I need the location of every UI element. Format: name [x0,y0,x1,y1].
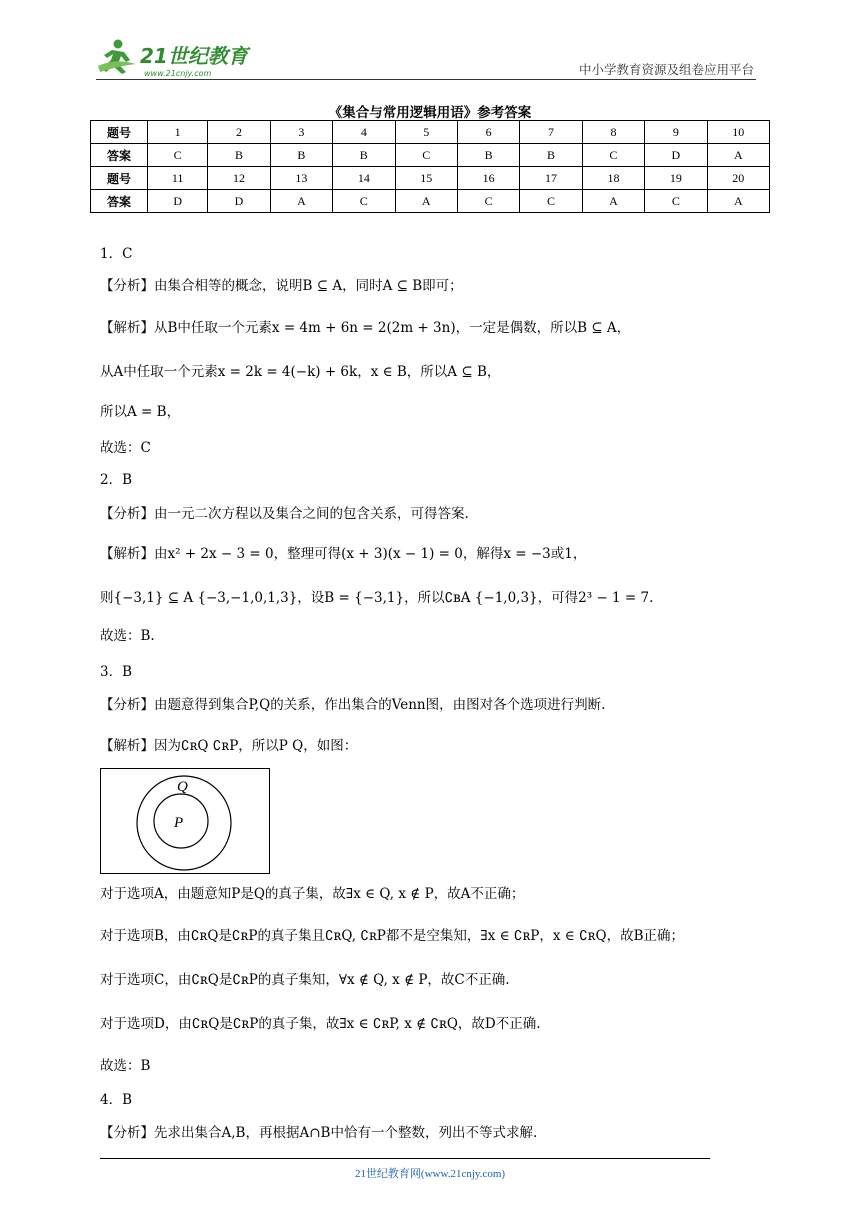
table-cell: 19 [645,167,707,190]
table-cell: 15 [395,167,457,190]
q1-solution-2: 从A中任取一个元素x = 2k = 4(−k) + 6k，x ∈ B，所以A ⊆ B， [100,364,501,380]
q2-solution-2: 则{−3,1} ⊆ A {−3,−1,0,1,3}，设B = {−3,1}，所以∁ʙA {−1,0,3}，可得2³ − 1 = 7. [100,590,654,606]
table-row [91,121,770,144]
table-cell: 16 [457,167,519,190]
tag: 【解析】 [100,738,154,754]
table-row [91,167,770,190]
table-cell: 2 [208,121,270,144]
tag: 【分析】 [100,1125,154,1141]
table-cell: D [645,144,707,167]
table-cell: B [333,144,395,167]
venn-diagram [100,768,270,874]
table-cell: 10 [707,121,769,144]
q3-choose: 故选：B [100,1058,151,1074]
table-cell: 8 [582,121,644,144]
q3-analysis [100,695,605,715]
q4-analysis-text: 先求出集合A,B，再根据A∩B中恰有一个整数，列出不等式求解. [154,1125,538,1141]
table-cell: 9 [645,121,707,144]
venn-outer-label: Q [177,779,188,795]
table-cell: 3 [270,121,332,144]
platform-name: 中小学教育资源及组卷应用平台 [578,62,754,77]
q2-solution-text: 由x² + 2x − 3 = 0，整理可得(x + 3)(x − 1) = 0，解得x = −3或1， [154,546,587,562]
row-header: 答案 [91,144,148,167]
table-cell: 13 [270,167,332,190]
q1-solution-3: 所以A = B， [100,404,181,420]
q3-head: 3．B [100,664,133,680]
q3-option-d: 对于选项D，由∁ʀQ是∁ʀP的真子集，故∃x ∈ ∁ʀP, x ∉ ∁ʀQ，故D不正确. [100,1016,541,1032]
q1-head: 1．C [100,246,133,262]
table-cell: A [582,190,644,213]
logo-text: 21世纪教育 [140,44,248,68]
q2-head: 2．B [100,472,133,488]
q2-choose: 故选：B. [100,628,155,644]
q3-option-b: 对于选项B，由∁ʀQ是∁ʀP的真子集且∁ʀQ, ∁ʀP都不是空集知，∃x ∈ ∁ʀP，x ∈ ∁ʀQ，故B正确； [100,928,685,944]
table-cell: A [707,144,769,167]
table-cell: C [645,190,707,213]
q3-solution-1 [100,736,357,756]
table-cell: B [457,144,519,167]
q2-analysis-text: 由一元二次方程以及集合之间的包含关系，可得答案. [154,506,469,522]
table-cell: A [270,190,332,213]
table-cell: 11 [148,167,208,190]
q3-option-a: 对于选项A，由题意知P是Q的真子集，故∃x ∈ Q, x ∉ P，故A不正确； [100,886,525,902]
table-cell: B [270,144,332,167]
q1-solution-text: 从B中任取一个元素x = 4m + 6n = 2(2m + 3n)，一定是偶数，所以B ⊆ A， [154,320,631,336]
footer-divider [100,1158,710,1159]
row-header: 题号 [91,121,148,144]
table-cell: 14 [333,167,395,190]
table-cell: A [707,190,769,213]
header-divider [96,79,756,80]
table-cell: D [208,190,270,213]
q3-option-c: 对于选项C，由∁ʀQ是∁ʀP的真子集知，∀x ∉ Q, x ∉ P，故C不正确. [100,972,510,988]
tag: 【分析】 [100,697,154,713]
q1-analysis [100,276,463,296]
q3-solution-text: 因为∁ʀQ ∁ʀP，所以P Q，如图： [154,738,358,754]
table-cell: A [395,190,457,213]
q1-solution-1 [100,318,630,338]
answer-table [90,120,770,213]
table-cell: C [395,144,457,167]
table-row [91,190,770,213]
q4-head: 4．B [100,1092,133,1108]
table-cell: 1 [148,121,208,144]
table-cell: B [208,144,270,167]
table-cell: C [148,144,208,167]
table-cell: 20 [707,167,769,190]
brand-logo [96,36,256,80]
q2-analysis [100,504,469,524]
table-cell: C [333,190,395,213]
table-cell: 7 [520,121,582,144]
row-header: 题号 [91,167,148,190]
q3-analysis-text: 由题意得到集合P,Q的关系，作出集合的Venn图，由图对各个选项进行判断. [154,697,606,713]
table-cell: B [520,144,582,167]
table-cell: 18 [582,167,644,190]
table-cell: C [457,190,519,213]
table-cell: 6 [457,121,519,144]
tag: 【分析】 [100,278,154,294]
tag: 【解析】 [100,546,154,562]
tag: 【解析】 [100,320,154,336]
q1-choose: 故选：C [100,440,151,456]
table-cell: C [582,144,644,167]
logo-url: www.21cnjy.com [144,69,212,78]
q4-analysis [100,1123,537,1143]
row-header: 答案 [91,190,148,213]
table-cell: D [148,190,208,213]
footer-link[interactable]: 21世纪教育网(www.21cnjy.com) [354,1168,506,1180]
q1-analysis-text: 由集合相等的概念，说明B ⊆ A，同时A ⊆ B即可； [154,278,463,294]
document-title: 《集合与常用逻辑用语》参考答案 [328,105,532,121]
table-cell: C [520,190,582,213]
q2-solution-1 [100,544,586,564]
table-cell: 17 [520,167,582,190]
venn-inner-label: P [174,815,184,831]
table-cell: 5 [395,121,457,144]
tag: 【分析】 [100,506,154,522]
table-cell: 12 [208,167,270,190]
table-cell: 4 [333,121,395,144]
table-row [91,144,770,167]
